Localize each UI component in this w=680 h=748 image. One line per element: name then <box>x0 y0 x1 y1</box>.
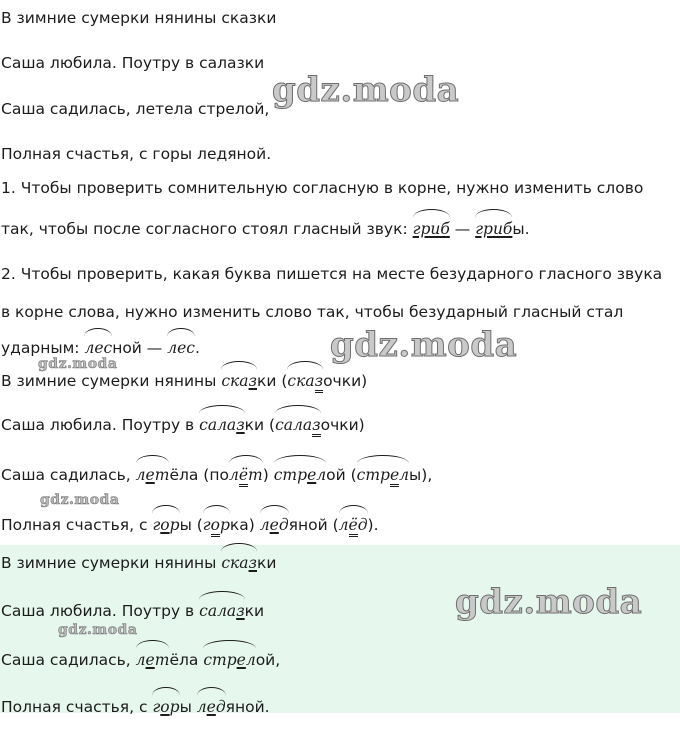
root-word: сказ <box>287 370 323 392</box>
poem3-line4 <box>1 696 270 718</box>
rule1-line1: 1. Чтобы проверить сомнительную согласную в корне, нужно изменить слово <box>1 179 644 197</box>
plain-text: Саша садилась, <box>1 466 131 484</box>
watermark-logo-small: gdz.moda <box>40 492 120 508</box>
word-ending: ы), <box>409 466 433 484</box>
poem2-line4 <box>1 514 379 536</box>
poem2-line1 <box>1 370 367 392</box>
root-word: гриб <box>412 220 450 238</box>
root-word: сказ <box>221 372 257 390</box>
root-word: лес <box>84 339 113 357</box>
plain-text: В зимние сумерки нянины <box>1 554 217 572</box>
poem3-line1 <box>1 552 276 574</box>
poem2-line3 <box>1 464 432 486</box>
rule2-line2: в корне слова, нужно изменить слово так, чтобы безударный гласный стал <box>1 303 624 321</box>
root-word: лёт <box>229 464 263 486</box>
dash: — <box>454 220 471 238</box>
word-ending: ы ( <box>179 516 203 534</box>
root-word: стрел <box>203 651 256 669</box>
watermark-logo: gdz.moda <box>455 582 643 622</box>
word-ending: яной ( <box>288 516 339 534</box>
root-word: лет <box>135 466 170 484</box>
word-ending: ки <box>257 554 277 572</box>
watermark-logo: gdz.moda <box>272 70 460 110</box>
poem1-line4: Полная счастья, с горы ледяной. <box>1 145 272 163</box>
word-ending: ки ( <box>244 416 276 434</box>
plain-text: В зимние сумерки нянины <box>1 372 217 390</box>
word-ending: ки <box>244 602 265 620</box>
root-word: гор <box>152 516 180 534</box>
word-ending: очки) <box>323 372 368 390</box>
root-word: лед <box>196 698 226 716</box>
word-ending: ой ( <box>326 466 357 484</box>
root-word: гор <box>152 698 180 716</box>
poem1-line3: Саша садилась, летела стрелой, <box>1 100 270 118</box>
poem3-line2 <box>1 600 264 622</box>
word-ending: ы <box>179 698 192 716</box>
root-word: лед <box>259 516 289 534</box>
plain-text: Саша любила. Поутру в <box>1 602 195 620</box>
word-ending: . <box>194 339 200 357</box>
root-word: стрел <box>273 466 327 484</box>
root-word: лес <box>167 339 195 357</box>
word-ending: ёла (по <box>169 466 229 484</box>
plain-text: Саша садилась, <box>1 651 131 669</box>
word-ending: яной. <box>225 698 270 716</box>
word-ending: ы. <box>512 220 530 238</box>
word-ending: ки ( <box>257 372 288 390</box>
watermark-logo-small: gdz.moda <box>58 622 138 638</box>
poem3-line3 <box>1 649 280 671</box>
root-word: лёд <box>339 514 368 536</box>
root-word: лет <box>135 651 170 669</box>
plain-text: Полная счастья, с <box>1 516 148 534</box>
word-ending: ёла <box>169 651 199 669</box>
watermark-logo-small: gdz.moda <box>38 356 118 372</box>
rule2-line1: 2. Чтобы проверить, какая буква пишется на месте безударного гласного звука <box>1 265 663 283</box>
word-ending: ой, <box>255 651 281 669</box>
poem1-line1: В зимние сумерки нянины сказки <box>1 9 277 27</box>
separator: ) <box>262 466 269 484</box>
plain-text: Полная счастья, с <box>1 698 148 716</box>
word-ending: ка) <box>229 516 255 534</box>
root-word: стрел <box>357 464 409 486</box>
rule1-text: так, чтобы после согласного стоял гласный звук: <box>1 220 408 238</box>
root-word: гор <box>203 514 230 536</box>
poem2-line2 <box>1 414 365 436</box>
word-ending: ). <box>367 516 379 534</box>
plain-text: Саша любила. Поутру в <box>1 416 195 434</box>
root-word: салаз <box>275 414 321 436</box>
poem1-line2: Саша любила. Поутру в салазки <box>1 54 265 72</box>
root-word: салаз <box>199 602 245 620</box>
root-word: салаз <box>199 416 245 434</box>
watermark-logo: gdz.moda <box>330 325 518 365</box>
word-ending: очки) <box>320 416 365 434</box>
root-word: гриб <box>475 220 513 238</box>
rule2-text: ударным: <box>1 339 80 357</box>
rule1-line2 <box>1 218 530 240</box>
word-ending: ной — <box>112 339 163 357</box>
root-word: сказ <box>221 554 257 572</box>
